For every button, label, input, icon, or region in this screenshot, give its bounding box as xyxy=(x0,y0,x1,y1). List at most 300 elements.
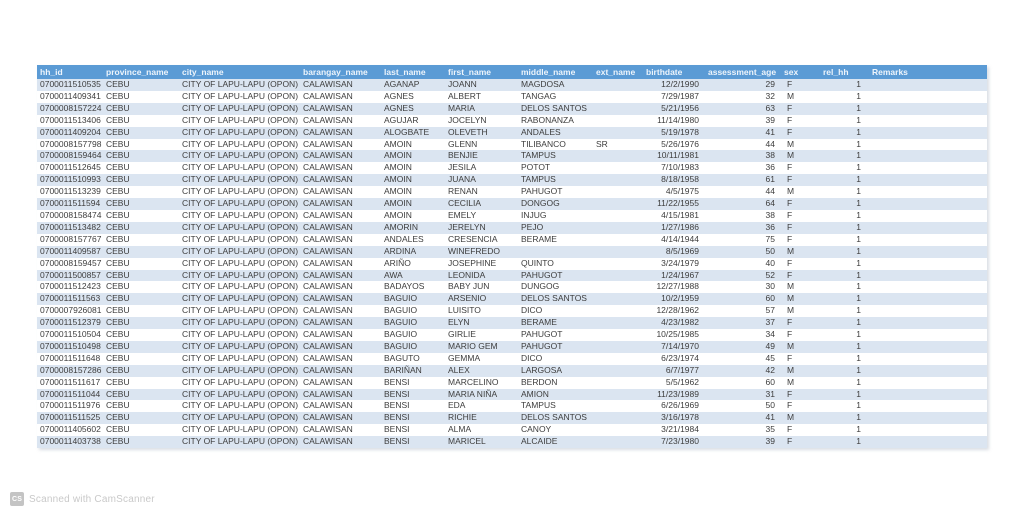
cell-middle_name: BERAME xyxy=(521,317,557,328)
cell-city_name: CITY OF LAPU-LAPU (OPON) xyxy=(182,388,299,399)
cell-first_name: CECILIA xyxy=(448,198,482,209)
cell-barangay_name: CALAWISAN xyxy=(303,198,353,209)
cell-ext_name xyxy=(593,162,643,174)
cell-assessment_age: 37 xyxy=(765,317,775,328)
cell-first_name: EMELY xyxy=(448,209,477,220)
table-row xyxy=(37,150,987,162)
cell-assessment_age: 60 xyxy=(765,293,775,304)
cell-city_name: CITY OF LAPU-LAPU (OPON) xyxy=(182,209,299,220)
cell-sex: F xyxy=(787,79,793,89)
cell-birthdate: 6/23/1974 xyxy=(661,352,699,363)
cell-last_name: AGNES xyxy=(384,90,414,101)
cell-barangay_name: CALAWISAN xyxy=(303,305,353,316)
cell-assessment_age: 64 xyxy=(765,198,775,209)
cell-barangay_name: CALAWISAN xyxy=(303,221,353,232)
cell-first_name: BENJIE xyxy=(448,150,478,161)
cell-hh_id: 0700011511617 xyxy=(40,376,101,387)
cell-first_name: BABY JUN xyxy=(448,281,490,292)
cell-remarks xyxy=(869,341,987,353)
cell-birthdate: 11/22/1955 xyxy=(657,198,699,209)
col-header-province_name: province_name xyxy=(103,65,179,79)
table-row xyxy=(37,162,987,174)
cell-middle_name: BERAME xyxy=(521,233,557,244)
cell-hh_id: 0700008158474 xyxy=(40,209,102,220)
cell-birthdate: 12/27/1988 xyxy=(656,281,699,292)
cell-barangay_name: CALAWISAN xyxy=(303,376,353,387)
cell-birthdate: 4/5/1975 xyxy=(665,186,699,197)
cell-assessment_age: 30 xyxy=(765,281,775,292)
cell-city_name: CITY OF LAPU-LAPU (OPON) xyxy=(182,305,299,316)
table-row xyxy=(37,293,987,305)
cell-city_name: CITY OF LAPU-LAPU (OPON) xyxy=(182,233,299,244)
cell-city_name: CITY OF LAPU-LAPU (OPON) xyxy=(182,281,299,292)
cell-hh_id: 0700011510535 xyxy=(40,79,101,89)
cell-hh_id: 0700011512423 xyxy=(40,281,101,292)
cell-last_name: BARIÑAN xyxy=(384,364,422,375)
cell-sex: F xyxy=(787,174,793,185)
cell-province_name: CEBU xyxy=(106,138,130,149)
cell-last_name: ALOGBATE xyxy=(384,126,430,137)
cell-province_name: CEBU xyxy=(106,245,130,256)
cell-sex: F xyxy=(787,388,793,399)
cell-middle_name: TILIBANCO xyxy=(521,138,566,149)
cell-province_name: CEBU xyxy=(106,162,130,173)
cell-middle_name: ANDALES xyxy=(521,126,561,137)
cell-sex: M xyxy=(787,138,795,149)
cell-last_name: BENSI xyxy=(384,400,410,411)
cell-sex: M xyxy=(787,376,795,387)
cell-birthdate: 10/11/1981 xyxy=(657,150,699,161)
cell-last_name: AMOIN xyxy=(384,186,412,197)
cell-hh_id: 0700008159457 xyxy=(40,257,102,268)
cell-sex: M xyxy=(787,281,795,292)
table-row xyxy=(37,353,987,365)
cell-barangay_name: CALAWISAN xyxy=(303,126,353,137)
cell-birthdate: 4/23/1982 xyxy=(661,317,699,328)
cell-first_name: CRESENCIA xyxy=(448,233,498,244)
col-header-city_name: city_name xyxy=(179,65,300,79)
cell-province_name: CEBU xyxy=(106,412,130,423)
cell-ext_name xyxy=(593,377,643,389)
cell-hh_id: 0700011510993 xyxy=(40,174,101,185)
cell-barangay_name: CALAWISAN xyxy=(303,269,353,280)
cell-first_name: JOANN xyxy=(448,79,477,89)
cell-middle_name: DELOS SANTOS xyxy=(521,412,587,423)
cell-province_name: CEBU xyxy=(106,376,130,387)
cell-remarks xyxy=(869,210,987,222)
cell-province_name: CEBU xyxy=(106,114,130,125)
cell-city_name: CITY OF LAPU-LAPU (OPON) xyxy=(182,90,299,101)
cell-hh_id: 0700011513239 xyxy=(40,186,101,197)
cell-first_name: ELYN xyxy=(448,317,470,328)
table-row xyxy=(37,79,987,91)
cell-assessment_age: 40 xyxy=(765,257,775,268)
cell-barangay_name: CALAWISAN xyxy=(303,186,353,197)
cell-birthdate: 5/19/1978 xyxy=(661,126,699,137)
table-row xyxy=(37,281,987,293)
cell-barangay_name: CALAWISAN xyxy=(303,233,353,244)
cell-rel_hh: 1 xyxy=(856,209,861,220)
cell-hh_id: 0700011511525 xyxy=(40,412,101,423)
cell-assessment_age: 39 xyxy=(765,436,775,447)
cell-sex: F xyxy=(787,162,793,173)
cell-barangay_name: CALAWISAN xyxy=(303,352,353,363)
cell-middle_name: TAMPUS xyxy=(521,150,556,161)
table-row xyxy=(37,222,987,234)
cell-remarks xyxy=(869,79,987,91)
cell-middle_name: TAMPUS xyxy=(521,400,556,411)
cell-rel_hh: 1 xyxy=(856,221,861,232)
cell-sex: F xyxy=(787,400,793,411)
cell-barangay_name: CALAWISAN xyxy=(303,400,353,411)
cell-hh_id: 0700008157224 xyxy=(40,102,102,113)
table-row xyxy=(37,389,987,401)
cell-city_name: CITY OF LAPU-LAPU (OPON) xyxy=(182,79,299,89)
cell-sex: F xyxy=(787,329,793,340)
cell-rel_hh: 1 xyxy=(856,126,861,137)
cell-last_name: ANDALES xyxy=(384,233,424,244)
cell-sex: F xyxy=(787,233,793,244)
cell-hh_id: 0700007926081 xyxy=(40,305,102,316)
table-header xyxy=(37,65,987,79)
cell-province_name: CEBU xyxy=(106,233,130,244)
cell-barangay_name: CALAWISAN xyxy=(303,174,353,185)
cell-first_name: JUANA xyxy=(448,174,476,185)
cell-ext_name xyxy=(593,389,643,401)
cell-rel_hh: 1 xyxy=(856,352,861,363)
cell-ext_name xyxy=(593,436,643,448)
cell-province_name: CEBU xyxy=(106,221,130,232)
cell-remarks xyxy=(869,103,987,115)
cell-city_name: CITY OF LAPU-LAPU (OPON) xyxy=(182,364,299,375)
cell-barangay_name: CALAWISAN xyxy=(303,340,353,351)
cell-remarks xyxy=(869,329,987,341)
cell-assessment_age: 42 xyxy=(765,364,775,375)
cell-last_name: AGANAP xyxy=(384,79,420,89)
table-row xyxy=(37,210,987,222)
cell-ext_name xyxy=(593,127,643,139)
cell-province_name: CEBU xyxy=(106,102,130,113)
cell-first_name: EDA xyxy=(448,400,466,411)
cell-hh_id: 0700011409204 xyxy=(40,126,101,137)
col-header-ext_name: ext_name xyxy=(593,65,643,79)
cell-last_name: BAGUIO xyxy=(384,293,418,304)
cell-city_name: CITY OF LAPU-LAPU (OPON) xyxy=(182,102,299,113)
cell-birthdate: 4/14/1944 xyxy=(661,233,699,244)
cell-sex: F xyxy=(787,126,793,137)
cell-ext_name xyxy=(593,174,643,186)
cell-barangay_name: CALAWISAN xyxy=(303,245,353,256)
cell-last_name: BAGUIO xyxy=(384,340,418,351)
table-row xyxy=(37,91,987,103)
cell-remarks xyxy=(869,127,987,139)
cell-first_name: ARSENIO xyxy=(448,293,487,304)
cell-middle_name: TANGAG xyxy=(521,90,557,101)
cell-ext_name xyxy=(593,281,643,293)
cell-last_name: AMOIN xyxy=(384,162,412,173)
cell-last_name: AMORIN xyxy=(384,221,418,232)
cell-middle_name: LARGOSA xyxy=(521,364,563,375)
cell-assessment_age: 34 xyxy=(765,329,775,340)
cell-middle_name: PAHUGOT xyxy=(521,186,563,197)
cell-ext_name xyxy=(593,234,643,246)
cell-hh_id: 0700011403738 xyxy=(40,436,101,447)
cell-sex: F xyxy=(787,114,793,125)
cell-barangay_name: CALAWISAN xyxy=(303,281,353,292)
cell-barangay_name: CALAWISAN xyxy=(303,102,353,113)
cell-rel_hh: 1 xyxy=(856,436,861,447)
cell-barangay_name: CALAWISAN xyxy=(303,162,353,173)
col-header-rel_hh: rel_hh xyxy=(820,65,869,79)
cell-ext_name xyxy=(593,115,643,127)
cell-remarks xyxy=(869,400,987,412)
cell-hh_id: 0700011409341 xyxy=(40,90,101,101)
cell-middle_name: QUINTO xyxy=(521,257,554,268)
cell-first_name: JOSEPHINE xyxy=(448,257,497,268)
cell-city_name: CITY OF LAPU-LAPU (OPON) xyxy=(182,376,299,387)
cell-birthdate: 3/21/1984 xyxy=(661,424,699,435)
cell-sex: M xyxy=(787,186,795,197)
cell-middle_name: PAHUGOT xyxy=(521,340,563,351)
cell-remarks xyxy=(869,246,987,258)
table-header-row xyxy=(37,65,987,79)
cell-birthdate: 7/14/1970 xyxy=(661,340,699,351)
cell-first_name: MARCELINO xyxy=(448,376,499,387)
cell-last_name: BENSI xyxy=(384,388,410,399)
cell-first_name: OLEVETH xyxy=(448,126,488,137)
cell-rel_hh: 1 xyxy=(856,257,861,268)
cell-hh_id: 0700011511044 xyxy=(40,388,101,399)
cell-barangay_name: CALAWISAN xyxy=(303,150,353,161)
cell-ext_name xyxy=(593,305,643,317)
camscanner-icon: CS xyxy=(10,492,24,506)
cell-barangay_name: CALAWISAN xyxy=(303,388,353,399)
cell-rel_hh: 1 xyxy=(856,281,861,292)
cell-last_name: BAGUTO xyxy=(384,352,420,363)
cell-remarks xyxy=(869,174,987,186)
camscanner-watermark xyxy=(10,492,155,506)
cell-assessment_age: 41 xyxy=(765,126,775,137)
cell-last_name: AMOIN xyxy=(384,150,412,161)
cell-hh_id: 0700011512645 xyxy=(40,162,101,173)
cell-province_name: CEBU xyxy=(106,79,130,89)
cell-ext_name xyxy=(593,222,643,234)
cell-sex: F xyxy=(787,257,793,268)
cell-assessment_age: 61 xyxy=(765,174,775,185)
cell-city_name: CITY OF LAPU-LAPU (OPON) xyxy=(182,138,299,149)
cell-province_name: CEBU xyxy=(106,329,130,340)
cell-city_name: CITY OF LAPU-LAPU (OPON) xyxy=(182,412,299,423)
cell-city_name: CITY OF LAPU-LAPU (OPON) xyxy=(182,352,299,363)
cell-ext_name: SR xyxy=(596,138,608,149)
cell-rel_hh: 1 xyxy=(856,102,861,113)
cell-rel_hh: 1 xyxy=(856,305,861,316)
cell-province_name: CEBU xyxy=(106,364,130,375)
cell-ext_name xyxy=(593,258,643,270)
cell-rel_hh: 1 xyxy=(856,412,861,423)
table-row xyxy=(37,329,987,341)
cell-assessment_age: 44 xyxy=(765,138,775,149)
cell-city_name: CITY OF LAPU-LAPU (OPON) xyxy=(182,424,299,435)
cell-first_name: GLENN xyxy=(448,138,478,149)
cell-middle_name: DUNGOG xyxy=(521,281,560,292)
cell-hh_id: 0700011511594 xyxy=(40,198,101,209)
cell-rel_hh: 1 xyxy=(856,329,861,340)
cell-assessment_age: 38 xyxy=(765,209,775,220)
cell-ext_name xyxy=(593,186,643,198)
cell-birthdate: 12/28/1962 xyxy=(656,305,699,316)
cell-sex: F xyxy=(787,352,793,363)
cell-province_name: CEBU xyxy=(106,174,130,185)
cell-city_name: CITY OF LAPU-LAPU (OPON) xyxy=(182,317,299,328)
cell-last_name: AGNES xyxy=(384,102,414,113)
cell-birthdate: 10/25/1985 xyxy=(656,329,699,340)
cell-assessment_age: 29 xyxy=(765,79,775,89)
cell-assessment_age: 49 xyxy=(765,340,775,351)
cell-hh_id: 0700011511563 xyxy=(40,293,101,304)
cell-last_name: BENSI xyxy=(384,436,410,447)
col-header-birthdate: birthdate xyxy=(643,65,705,79)
cell-barangay_name: CALAWISAN xyxy=(303,293,353,304)
cell-hh_id: 0700011500857 xyxy=(40,269,101,280)
table-row xyxy=(37,317,987,329)
cell-hh_id: 0700011510504 xyxy=(40,329,101,340)
cell-middle_name: CANOY xyxy=(521,424,552,435)
cell-birthdate: 12/2/1990 xyxy=(661,79,699,89)
cell-birthdate: 3/16/1978 xyxy=(661,412,699,423)
cell-middle_name: DELOS SANTOS xyxy=(521,102,587,113)
cell-middle_name: RABONANZA xyxy=(521,114,574,125)
cell-first_name: RENAN xyxy=(448,186,478,197)
cell-last_name: AGUJAR xyxy=(384,114,419,125)
cell-hh_id: 0700011513482 xyxy=(40,221,101,232)
cell-sex: F xyxy=(787,424,793,435)
cell-middle_name: PAHUGOT xyxy=(521,329,563,340)
cell-last_name: BENSI xyxy=(384,424,410,435)
cell-remarks xyxy=(869,258,987,270)
cell-sex: M xyxy=(787,150,795,161)
cell-birthdate: 11/14/1980 xyxy=(657,114,699,125)
cell-last_name: BENSI xyxy=(384,412,410,423)
table-row xyxy=(37,246,987,258)
cell-sex: F xyxy=(787,269,793,280)
col-header-first_name: first_name xyxy=(445,65,518,79)
cell-remarks xyxy=(869,162,987,174)
cell-assessment_age: 39 xyxy=(765,114,775,125)
cell-middle_name: AMION xyxy=(521,388,549,399)
cell-assessment_age: 36 xyxy=(765,221,775,232)
cell-barangay_name: CALAWISAN xyxy=(303,329,353,340)
cell-hh_id: 0700011512379 xyxy=(40,317,101,328)
table-row xyxy=(37,115,987,127)
cell-city_name: CITY OF LAPU-LAPU (OPON) xyxy=(182,436,299,447)
cell-assessment_age: 35 xyxy=(765,424,775,435)
cell-last_name: BAGUIO xyxy=(384,305,418,316)
cell-middle_name: BERDON xyxy=(521,376,558,387)
cell-remarks xyxy=(869,353,987,365)
cell-rel_hh: 1 xyxy=(856,424,861,435)
cell-middle_name xyxy=(518,246,593,258)
col-header-last_name: last_name xyxy=(381,65,445,79)
cell-sex: M xyxy=(787,364,795,375)
cell-province_name: CEBU xyxy=(106,388,130,399)
cell-city_name: CITY OF LAPU-LAPU (OPON) xyxy=(182,126,299,137)
cell-ext_name xyxy=(593,353,643,365)
cell-remarks xyxy=(869,424,987,436)
cell-sex: M xyxy=(787,412,795,423)
cell-rel_hh: 1 xyxy=(856,198,861,209)
cell-first_name: GIRLIE xyxy=(448,329,476,340)
cell-assessment_age: 41 xyxy=(765,412,775,423)
cell-city_name: CITY OF LAPU-LAPU (OPON) xyxy=(182,150,299,161)
cell-hh_id: 0700011510498 xyxy=(40,340,101,351)
cell-assessment_age: 63 xyxy=(765,102,775,113)
cell-middle_name: DONGOG xyxy=(521,198,560,209)
cell-ext_name xyxy=(593,79,643,91)
cell-province_name: CEBU xyxy=(106,90,130,101)
cell-remarks xyxy=(869,91,987,103)
cell-ext_name xyxy=(593,210,643,222)
table-row xyxy=(37,270,987,282)
cell-assessment_age: 31 xyxy=(765,388,775,399)
cell-ext_name xyxy=(593,91,643,103)
cell-barangay_name: CALAWISAN xyxy=(303,364,353,375)
cell-middle_name: DICO xyxy=(521,305,543,316)
cell-first_name: MARICEL xyxy=(448,436,486,447)
cell-hh_id: 0700008157798 xyxy=(40,138,102,149)
cell-remarks xyxy=(869,115,987,127)
cell-rel_hh: 1 xyxy=(856,174,861,185)
col-header-hh_id: hh_id xyxy=(37,65,103,79)
cell-birthdate: 1/27/1986 xyxy=(661,221,699,232)
cell-sex: F xyxy=(787,198,793,209)
cell-last_name: AMOIN xyxy=(384,138,412,149)
cell-province_name: CEBU xyxy=(106,198,130,209)
cell-middle_name: PEJO xyxy=(521,221,544,232)
table-row xyxy=(37,412,987,424)
cell-ext_name xyxy=(593,329,643,341)
household-roster-table xyxy=(37,65,987,448)
cell-province_name: CEBU xyxy=(106,436,130,447)
cell-ext_name xyxy=(593,412,643,424)
cell-first_name: ALBERT xyxy=(448,90,481,101)
cell-rel_hh: 1 xyxy=(856,233,861,244)
cell-birthdate: 10/2/1959 xyxy=(661,293,699,304)
cell-ext_name xyxy=(593,341,643,353)
table-row xyxy=(37,424,987,436)
cell-remarks xyxy=(869,365,987,377)
cell-birthdate: 8/18/1958 xyxy=(661,174,699,185)
cell-barangay_name: CALAWISAN xyxy=(303,90,353,101)
cell-hh_id: 0700008159464 xyxy=(40,150,102,161)
cell-barangay_name: CALAWISAN xyxy=(303,138,353,149)
cell-remarks xyxy=(869,281,987,293)
cell-province_name: CEBU xyxy=(106,281,130,292)
cell-last_name: AMOIN xyxy=(384,198,412,209)
cell-middle_name: TAMPUS xyxy=(521,174,556,185)
cell-birthdate: 7/29/1987 xyxy=(661,90,699,101)
cell-middle_name: POTOT xyxy=(521,162,551,173)
cell-remarks xyxy=(869,317,987,329)
table-row xyxy=(37,174,987,186)
table-row xyxy=(37,377,987,389)
cell-assessment_age: 45 xyxy=(765,352,775,363)
cell-first_name: ALEX xyxy=(448,364,470,375)
cell-rel_hh: 1 xyxy=(856,245,861,256)
cell-city_name: CITY OF LAPU-LAPU (OPON) xyxy=(182,174,299,185)
cell-ext_name xyxy=(593,270,643,282)
cell-rel_hh: 1 xyxy=(856,79,861,89)
